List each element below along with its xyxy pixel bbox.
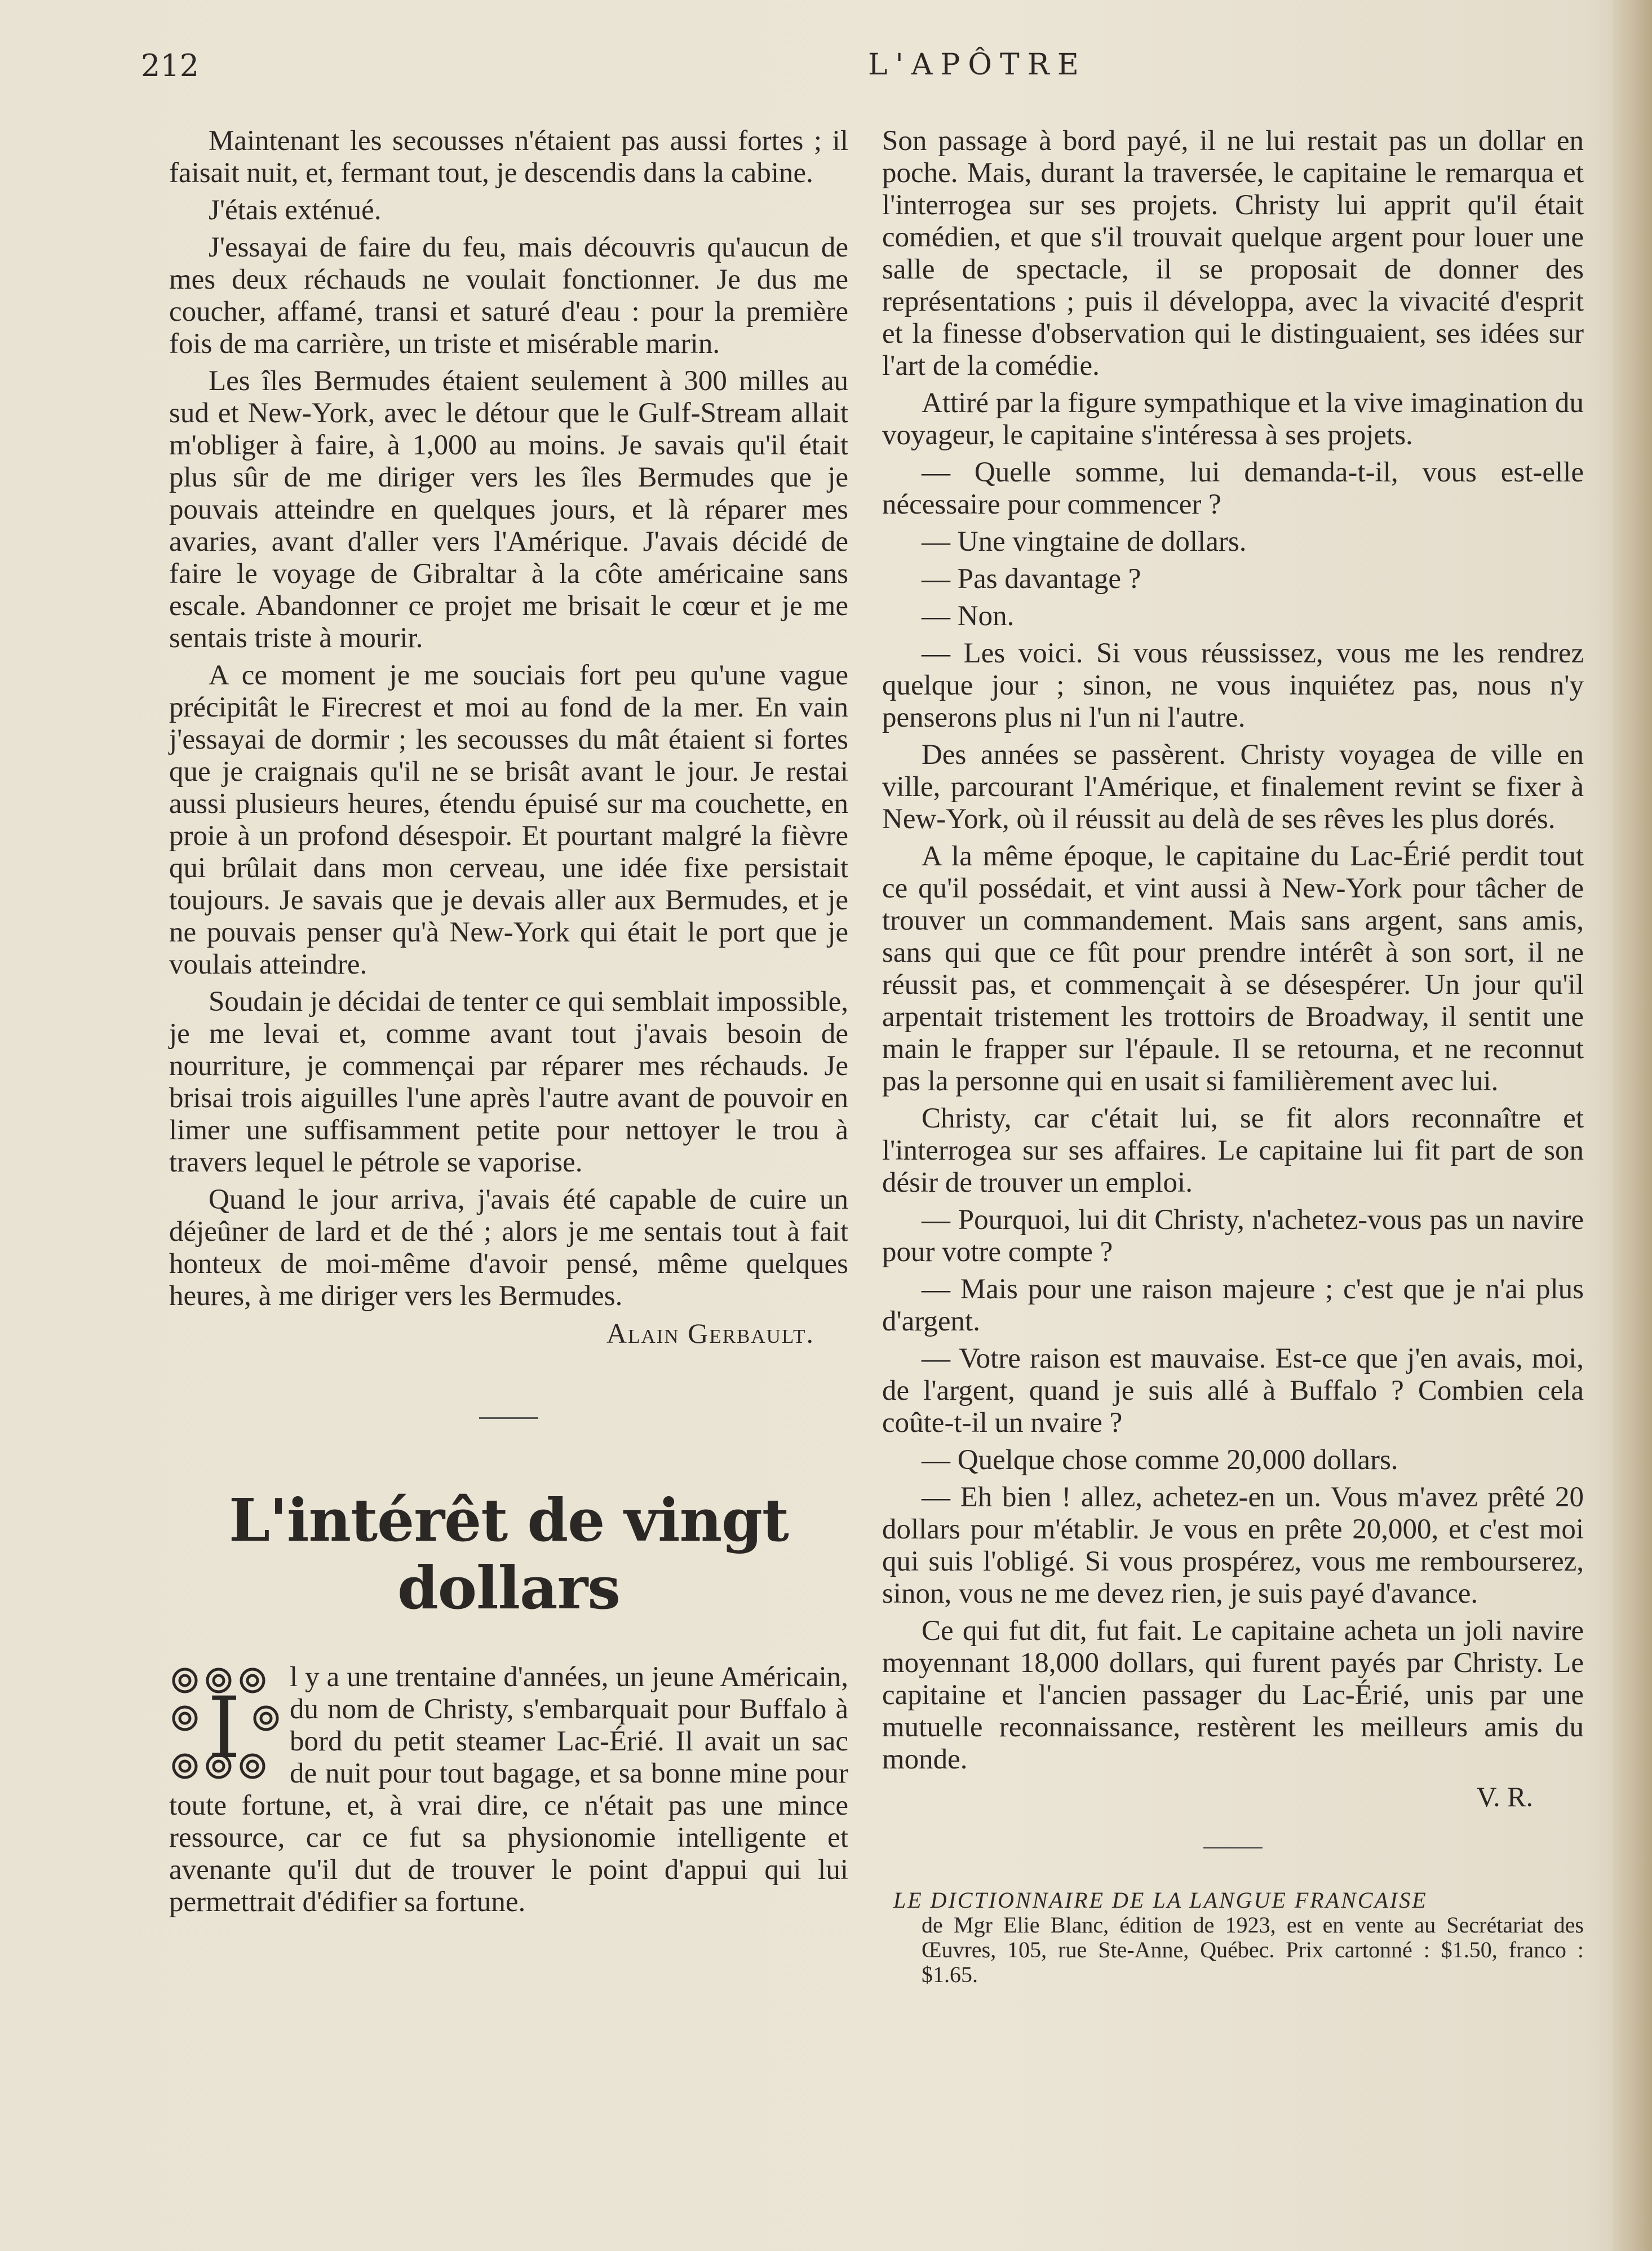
paragraph: Christy, car c'était lui, se fit alors reconnaître et l'interrogea sur ses affaires. Le capitaine lui fit part de son désir de trouver un emploi. (882, 1103, 1584, 1199)
dropcap-letter: I (207, 1679, 241, 1777)
article-first-paragraph: l y a une trentaine d'années, un jeune Américain, du nom de Christy, s'embarquait pour Buffalo à bord du petit steamer Lac-Érié. Il avait un sac de nuit pour tout bagage, et sa bonne mine pour toute fortune, et, à vrai dire, ce n'était pas une mince ressource, car ce fut sa physionomie intelligente et avenante qu'il dut de trouver le point d'appui qui lui permettrait d'édifier sa fortune. (169, 1661, 848, 1918)
author-signature: V. R. (1476, 1781, 1533, 1812)
section-divider (1203, 1847, 1263, 1848)
page-binding-edge (1613, 0, 1652, 2251)
paragraph: J'essayai de faire du feu, mais découvris qu'aucun de mes deux réchauds ne voulait fonctionner. Je dus me coucher, affamé, transi et saturé d'eau : pour la première fois de ma carrière, un triste et misérable marin. (169, 232, 848, 360)
paragraph: Soudain je décidai de tenter ce qui semblait impossible, je me levai et, comme avant tout j'avais besoin de nourriture, je commençai par réparer mes réchauds. Je brisai trois aiguilles l'une après l'autre avant de pouvoir en limer une suffisamment petite pour nettoyer le trou à travers lequel le pétrole se vaporise. (169, 986, 848, 1178)
running-title: L'APÔTRE (868, 48, 1087, 82)
dialogue-line: — Quelque chose comme 20,000 dollars. (922, 1444, 1398, 1476)
paragraph: Quand le jour arriva, j'avais été capable de cuire un déjeûner de lard et de thé ; alors je me sentais tout à fait honteux de moi-même d'avoir pensé, même quelques heures, à me diriger vers les Bermudes. (169, 1184, 848, 1312)
ornamental-dropcap (169, 1665, 282, 1783)
notice-body: de Mgr Elie Blanc, édition de 1923, est en vente au Secrétariat des Œuvres, 105, rue Ste-Anne, Québec. Prix cartonné : $1.50, franco : $1.65. (922, 1912, 1584, 1987)
notice-title: LE DICTIONNAIRE DE LA LANGUE FRANCAISE (893, 1887, 1428, 1913)
dialogue-line: — Eh bien ! allez, achetez-en un. Vous m'avez prêté 20 dollars pour m'établir. Je vous en prête 20,000, et c'est moi qui suis l'obligé. Si vous prospérez, vous me rembourserez, sinon, vous ne me devez rien, je suis payé d'avance. (882, 1481, 1584, 1609)
article-opening (169, 1661, 848, 1918)
dialogue-line: — Les voici. Si vous réussissez, vous me les rendrez quelque jour ; sinon, ne vous inquiétez pas, nous n'y penserons plus ni l'un ni l'autre. (882, 638, 1584, 733)
left-column (169, 125, 848, 1923)
section-divider (479, 1417, 538, 1419)
dialogue-line: — Mais pour une raison majeure ; c'est que je n'ai plus d'argent. (882, 1273, 1584, 1337)
dialogue-line: — Non. (922, 600, 1015, 632)
paragraph: A la même époque, le capitaine du Lac-Érié perdit tout ce qu'il possédait, et vint aussi à New-York pour tâcher de trouver un commandement. Mais sans argent, sans amis, sans qui que ce fût pour prendre intérêt à son sort, il ne réussit pas, et commençait à se désespérer. Un jour qu'il arpentait tristement les trottoirs de Broadway, il sentit une main le frapper sur l'épaule. Il se retourna, et ne reconnut pas la personne qui en usait si familièrement avec lui. (882, 841, 1584, 1097)
paragraph: Maintenant les secousses n'étaient pas aussi fortes ; il faisait nuit, et, fermant tout, je descendis dans la cabine. (169, 125, 848, 189)
paragraph: Des années se passèrent. Christy voyagea de ville en ville, parcourant l'Amérique, et finalement revint se fixer à New-York, où il réussit au delà de ses rêves les plus dorés. (882, 739, 1584, 835)
dialogue-line: — Pourquoi, lui dit Christy, n'achetez-vous pas un navire pour votre compte ? (882, 1204, 1584, 1268)
paragraph: A ce moment je me souciais fort peu qu'une vague précipitât le Firecrest et moi au fond de la mer. En vain j'essayai de dormir ; les secousses du mât étaient si fortes que je craignais qu'il ne se brisât avant le jour. Je restai aussi plusieurs heures, étendu épuisé sur ma couchette, en proie à un profond désespoir. Et pourtant malgré la fièvre qui brûlait dans mon cerveau, une idée fixe persistait toujours. Je savais que je devais aller aux Bermudes, et je ne pouvais penser qu'à New-York qui était le port que je voulais atteindre. (169, 660, 848, 980)
paragraph: Attiré par la figure sympathique et la vive imagination du voyageur, le capitaine s'intéressa à ses projets. (882, 387, 1584, 451)
right-column (882, 125, 1584, 1987)
paragraph: Les îles Bermudes étaient seulement à 300 milles au sud et New-York, avec le détour que le Gulf-Stream allait m'obliger à faire, à 1,000 au moins. Je savais qu'il était plus sûr de me diriger vers les îles Bermudes que je pouvais atteindre en quelques jours, et là réparer mes avaries, avant d'aller vers l'Amérique. J'avais décidé de faire le voyage de Gibraltar à la côte américaine sans escale. Abandonner ce projet me brisait le cœur et je me sentais triste à mourir. (169, 365, 848, 654)
author-signature: Alain Gerbault. (606, 1317, 814, 1349)
dialogue-line: — Une vingtaine de dollars. (922, 526, 1247, 558)
dialogue-line: — Pas davantage ? (922, 563, 1141, 595)
dialogue-line: — Quelle somme, lui demanda-t-il, vous est-elle nécessaire pour commencer ? (882, 457, 1584, 520)
paragraph: Ce qui fut dit, fut fait. Le capitaine acheta un joli navire moyennant 18,000 dollars, qui furent payés par Christy. Le capitaine et l'ancien passager du Lac-Érié, unis par une mutuelle reconnaissance, restèrent les meilleurs amis du monde. (882, 1615, 1584, 1775)
paragraph: J'étais exténué. (209, 194, 382, 226)
page-number: 212 (141, 48, 200, 83)
page-header (141, 48, 1584, 93)
dialogue-line: — Votre raison est mauvaise. Est-ce que j'en avais, moi, de l'argent, quand je suis allé à Buffalo ? Combien cela coûte-t-il un nvaire ? (882, 1343, 1584, 1439)
article-title: L'intérêt de vingt dollars (229, 1485, 789, 1622)
dictionary-notice (882, 1888, 1584, 1987)
paragraph: Son passage à bord payé, il ne lui restait pas un dollar en poche. Mais, durant la traversée, le capitaine le remarqua et l'interrogea sur ses projets. Christy lui apprit qu'il était comédien, et que s'il trouvait quelque argent pour louer une salle de spectacle, il se proposait de donner des représentations ; puis il développa, avec la vivacité d'esprit et la finesse d'observation qui le distinguaient, ses idées sur l'art de la comédie. (882, 125, 1584, 382)
